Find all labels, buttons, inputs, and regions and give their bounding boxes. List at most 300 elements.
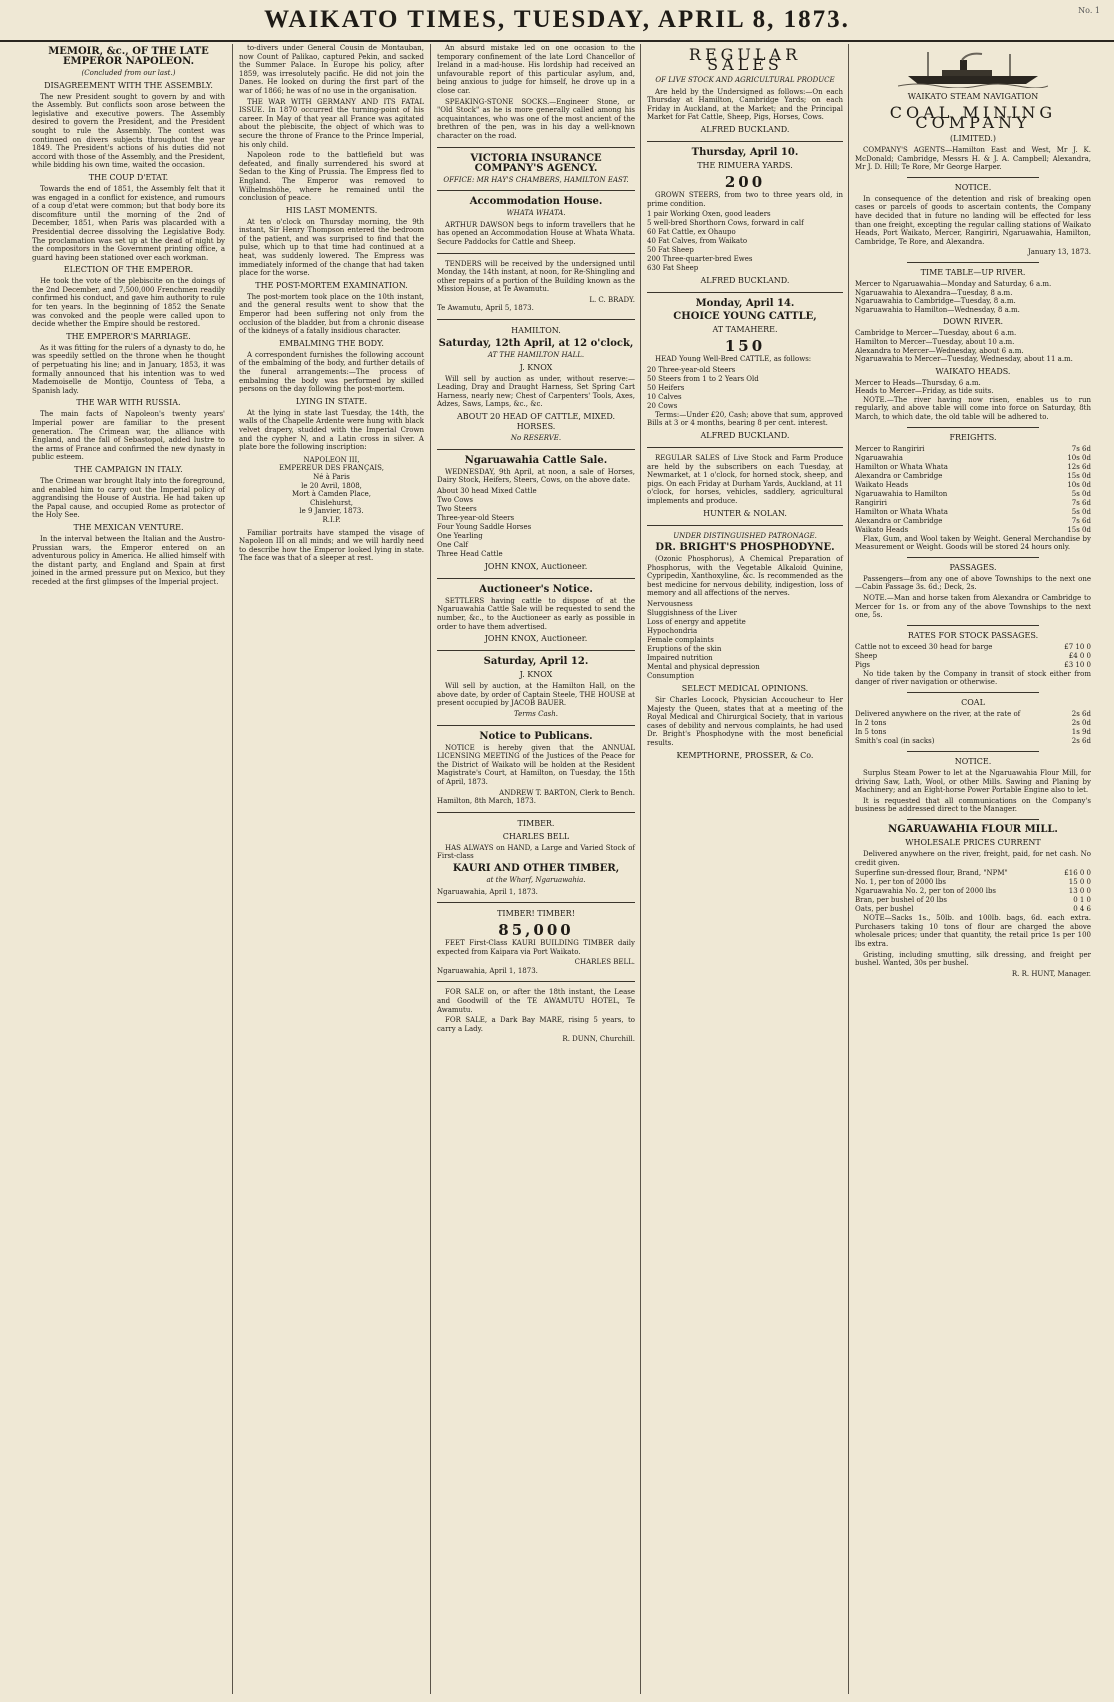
freight-row (855, 463, 1091, 472)
timetable-row: Heads to Mercer—Friday, as tide suits. (855, 387, 994, 396)
buckland-terms: Terms:—Under £20, Cash; above that sum, approved Bills at 3 or 4 months, bearing 8 per cent. interest. (647, 410, 844, 428)
stock-item-text: 50 Heifers (647, 383, 685, 392)
phosphodyne-title: DR. BRIGHT'S PHOSPHODYNE. (655, 542, 835, 554)
stock-item (647, 402, 843, 411)
freights-table (855, 445, 1091, 535)
stock-rate-row (855, 643, 1091, 652)
regular-sales-sub: OF LIVE STOCK AND AGRICULTURAL PRODUCE (655, 76, 835, 84)
coal-row (855, 710, 1091, 719)
timetable-note: NOTE.—The river having now risen, enables us to run regularly, and above table will come into force on Saturday, 8th March, to which date, the old table will be adhered to. (855, 395, 1091, 422)
flour-mill-sub: WHOLESALE PRICES CURRENT (905, 837, 1041, 847)
lying-in-state-body: At the lying in state last Tuesday, the 14th, the walls of the Chapelle Ardente were hung with black velvet drapery, studded with the Imperial Crown and the cypher N, and a Latin cross in silver. A plate bore the following inscription: (239, 408, 424, 452)
last-moments-heading: HIS LAST MOMENTS. (285, 205, 378, 215)
timber2-sign: CHARLES BELL. (574, 958, 635, 967)
buckland-date-1: Thursday, April 10. (691, 146, 799, 158)
freight-row-label: Rangiriri (855, 498, 888, 507)
column-4 (640, 44, 849, 1694)
ailment-item (647, 663, 843, 672)
coal-row-value: 2s 6d (1071, 737, 1091, 745)
freights-note: Flax, Gum, and Wool taken by Weight. General Merchandise by Measurement or Weight. Goods will be stored 24 hours only. (855, 534, 1091, 552)
regular-sales-body: Are held by the Undersigned as follows:—On each Thursday at Hamilton, Cambridge Yards; on each Friday in Auckland, at the Market; and the Principal Market for Fat Cattle, Sheep, Pigs, Horses, Cows. (647, 87, 843, 122)
stock-item-text: 1 pair Working Oxen, good leaders (647, 210, 771, 219)
stock-item-text: 630 Fat Sheep (647, 264, 699, 273)
coal-row-label: Smith's coal (in sacks) (855, 737, 935, 745)
post-mortem-heading: THE POST-MORTEM EXAMINATION. (255, 280, 408, 290)
divider (437, 147, 635, 148)
stock-anecdote: SPEAKING-STONE SOCKS.—Engineer Stone, or "Old Stock" as he is more generally called among his acquaintances, who was one of the most ancient of the brethren of the pen, was in his day a well-known character on the road. (437, 97, 635, 140)
freight-row-label: Hamilton or Whata Whata (855, 462, 948, 471)
stock-rate-row-label: Cattle not to exceed 30 head for barge (855, 642, 993, 651)
coal-row-label: In 5 tons (855, 728, 887, 736)
freight-row-label: Ngaruawahia (855, 453, 903, 462)
inscription-line: R.I.P. (322, 515, 341, 524)
freight-row (855, 499, 1091, 508)
hamilton-date: Saturday, 12th April, at 12 o'clock, (438, 338, 634, 350)
stock-item-text: 60 Fat Cattle, ex Ohaupo (647, 228, 736, 237)
ailment-item (647, 618, 843, 627)
sale-item (437, 532, 635, 541)
accommodation-place: WHATA WHATA. (506, 209, 566, 218)
divider (907, 262, 1039, 263)
flour-price-row-label: Ngaruawahia No. 2, per ton of 2000 lbs (855, 887, 997, 896)
ailment-item-text: Loss of energy and appetite (647, 618, 746, 627)
stock-item (647, 366, 843, 375)
ngaruawahia-auctioneer: JOHN KNOX, Auctioneer. (484, 561, 588, 571)
saturday-terms: Terms Cash. (514, 709, 558, 718)
section-heading: DISAGREEMENT WITH THE ASSEMBLY. (44, 80, 213, 90)
phosphodyne-ailments (647, 600, 843, 681)
timber-body: HAS ALWAYS on HAND, a Large and Varied Stock of First-class (437, 843, 635, 861)
ailment-item (647, 645, 843, 654)
choice-cattle-title: CHOICE YOUNG CATTLE, (673, 311, 817, 323)
sale-item-text: Two Steers (437, 504, 477, 513)
agents-body: COMPANY'S AGENTS—Hamilton East and West, Mr J. K. McDonald; Cambridge, Messrs H. & J. A. Campbell; Alexandra, Mr J. D. Hill; Te Rore, Mr George Harper. (855, 146, 1091, 172)
flour-price-row-value: 0 1 0 (1073, 896, 1091, 905)
stock-item (647, 264, 843, 273)
timetable-row: Hamilton to Mercer—Tuesday, about 10 a.m. (855, 337, 1015, 346)
flour-price-row-value: 13 0 0 (1068, 887, 1091, 896)
column-3 (430, 44, 641, 1694)
section-heading: THE CAMPAIGN IN ITALY. (74, 464, 183, 474)
passages-note: NOTE.—Man and horse taken from Alexandra or Cambridge to Mercer for 1s. or from any of the above Townships to the next one, 5s. (855, 594, 1091, 620)
stock-item (647, 255, 843, 264)
buckland-body-1: GROWN STEERS, from two to three years old, in prime condition. (647, 190, 843, 208)
auctioneer-notice-sign: JOHN KNOX, Auctioneer. (484, 634, 588, 644)
steamship-illustration (898, 48, 1048, 88)
sale-item-text: Four Young Saddle Horses (437, 522, 532, 531)
column-1 (26, 44, 231, 1694)
publicans-title: Notice to Publicans. (479, 730, 593, 742)
flour-price-row-value: £16 0 0 (1064, 869, 1091, 878)
masthead (0, 0, 1114, 42)
section-body: The new President sought to govern by and with the Assembly. But conflicts soon arose between the legislative and executive powers. The Assembly desired to govern the President, and the President sought to rule the Assembly. The contest was continued on divers subjects throughout the year 1849. The President's actions of his duties did not accord with those of the Assembly, and the President, while bidding his own time, waited the occasion. (32, 92, 225, 170)
inscription-line: Mort à Camden Place, (291, 490, 372, 499)
freight-row-value: 7s 6d (1071, 498, 1091, 507)
flour-prices-table (855, 869, 1091, 914)
notice2-letters: It is requested that all communications on the Company's business be addressed direct to the Manager. (855, 796, 1091, 814)
stock-item (647, 228, 843, 237)
hamilton-body: Will sell by auction as under, without reserve:—Leading, Dray and Draught Harness, Set Spring Cart Harness, nearly new; Chest of Carpenters' Tools, Axes, Adzes, Saws, Lamps, &c., &c. (437, 374, 635, 409)
divider (437, 812, 635, 813)
notice2-body: Surplus Steam Power to let at the Ngaruawahia Flour Mill, for driving Saw, Lath, Wool, or other Mills. Sawing and Planing by Machinery; and an Eight-horse Power Portable Engine also to let. (855, 769, 1091, 795)
coal-row-label: Delivered anywhere on the river, at the rate of (855, 710, 1021, 718)
timber2-date: Ngaruawahia, April 1, 1873. (437, 966, 538, 975)
coal-row (855, 737, 1091, 746)
timetable-row: Mercer to Ngaruawahia—Monday and Saturday, 6 a.m. (855, 279, 1052, 288)
patronage-line: UNDER DISTINGUISHED PATRONAGE. (673, 531, 817, 540)
notice-body: In consequence of the detention and risk of breaking open cases or parcels of goods to ascertain contents, the Company have decided that in future no landing will be effected for less than one freight, excepting the regular calling stations of Waikato Heads, Port Waikato, Mercer, Rangiriri, Ngaruawahia, Hamilton, Cambridge, Te Rore, and Alexandra. (855, 194, 1091, 246)
sale-item (437, 523, 635, 532)
stock-rate-row-label: Sheep (855, 651, 878, 660)
asylum-anecdote: An absurd mistake led on one occasion to the temporary confinement of the late Lord Chancellor of Ireland in a mad-house. His lordship had received an unfavourable report of this particular asylum, and, being anxious to judge for himself, he drove up in a close car. (437, 44, 635, 95)
tenders-date: Te Awamutu, April 5, 1873. (437, 304, 534, 313)
stock-rates-title: RATES FOR STOCK PASSAGES. (907, 630, 1039, 640)
tenders-body: TENDERS will be received by the undersigned until Monday, the 14th instant, at noon, for Re-Shingling and other repairs of a portion of the Building known as the Mission House, at Te Awamutu. (437, 259, 635, 294)
ailment-item-text: Mental and physical depression (647, 663, 760, 672)
timetable-row: Ngaruawahia to Alexandra—Tuesday, 8 a.m. (855, 288, 1013, 297)
publicans-sign: ANDREW T. BARTON, Clerk to Bench. (499, 788, 635, 797)
publicans-place: Hamilton, 8th March, 1873. (437, 797, 536, 806)
freight-row-value: 10s 0d (1067, 480, 1091, 489)
sale-item-text: About 30 head Mixed Cattle (437, 486, 537, 495)
sale-item-text: Three-year-old Steers (437, 513, 515, 522)
ailment-item (647, 654, 843, 663)
ailment-item-text: Sluggishness of the Liver (647, 609, 737, 618)
inscription-line: Né à Paris (313, 472, 350, 481)
timber-merchant: CHARLES BELL (502, 831, 570, 841)
coal-row-value: 1s 9d (1071, 728, 1091, 736)
flour-mill-body: Delivered anywhere on the river, freight, paid, for net cash. No credit given. (855, 849, 1091, 867)
up-river-list (855, 280, 1091, 314)
timetable-title: TIME TABLE—UP RIVER. (920, 267, 1026, 277)
freight-row-label: Ngaruawahia to Hamilton (855, 489, 948, 498)
insurance-title: VICTORIA INSURANCE COMPANY'S AGENCY. (470, 152, 602, 174)
section-body: The Crimean war brought Italy into the foreground, and enabled him to carry out the Imperial policy of aggrandising the House of Austria. He had taken up the Papal cause, and occupied Rome as protector of the Holy See. (32, 476, 225, 520)
stock-item-text: 50 Steers from 1 to 2 Years Old (647, 374, 759, 383)
freight-row (855, 490, 1091, 499)
ailment-item (647, 609, 843, 618)
stock-item (647, 246, 843, 255)
section-heading: THE EMPEROR'S MARRIAGE. (66, 331, 191, 341)
accommodation-body: ARTHUR DAWSON begs to inform travellers that he has opened an Accommodation House at Whata Whata. Secure Paddocks for Cattle and Sheep. (437, 220, 635, 246)
cattle-note: No RESERVE. (510, 434, 562, 443)
freight-row (855, 526, 1091, 535)
freight-row (855, 472, 1091, 481)
freight-row-label: Alexandra or Cambridge (855, 516, 943, 525)
flour-price-row (855, 905, 1091, 914)
flour-price-row-value: 0 4 6 (1073, 905, 1091, 914)
passages-body: Passengers—from any one of above Townships to the next one—Cabin Passage 3s. 6d.; Deck, 2s. (855, 574, 1091, 592)
sale-item-text: One Calf (437, 540, 468, 549)
divider (647, 292, 843, 293)
divider (907, 625, 1039, 626)
inscription-line: EMPEREUR DES FRANÇAIS, (279, 464, 384, 473)
freight-row-value: 7s 6d (1071, 516, 1091, 525)
divider (437, 650, 635, 651)
inscription-line: le 20 Avril, 1808, (301, 481, 362, 490)
stock-item-text: 5 well-bred Shorthorn Cows, forward in calf (647, 219, 804, 228)
divider (907, 557, 1039, 558)
section-body: In the interval between the Italian and the Austro-Prussian wars, the Emperor entered on an adventurous policy in America. He allied himself with the distant party, and England and Spain at first joined in the armed pressure put on Mexico, but they receded at the first glimpses of the Imperial project. (32, 534, 225, 586)
lease-sale: FOR SALE on, or after the 18th instant, the Lease and Goodwill of the TE AWAMUTU HOTEL, Te Awamutu. (437, 988, 635, 1014)
section-body: He took the vote of the plebiscite on the doings of the 2nd December, and 7,500,000 Frenchmen readily confirmed his conduct, and gave him authority to rule for ten years. In the beginning of 1852 the Senate was convoked and the people were called upon to decide whether the Empire should be restored. (32, 277, 225, 329)
stock-rate-row (855, 652, 1091, 661)
auctioneer-notice-body: SETTLERS having cattle to dispose of at the Ngaruawahia Cattle Sale will be requested to send the number, &c., to the Auctioneer as early as possible in order to have them advertised. (437, 596, 635, 631)
freight-row-value: 15s 0d (1067, 525, 1091, 534)
freight-row (855, 445, 1091, 454)
manager-sign: R. R. HUNT, Manager. (1011, 969, 1091, 978)
column-2 (232, 44, 430, 1694)
timber2-figure: 85,000 (498, 921, 574, 940)
buckland-place-1: THE RIMUERA YARDS. (697, 160, 793, 170)
phosphodyne-sign: KEMPTHORNE, PROSSER, & Co. (676, 750, 814, 760)
newspaper-title: WAIKATO TIMES, TUESDAY, APRIL 8, 1873. (264, 6, 850, 33)
down-river-title: DOWN RIVER. (942, 317, 1004, 327)
buckland-name-1: ALFRED BUCKLAND. (700, 124, 790, 134)
flour-price-row (855, 878, 1091, 887)
ailment-item-text: Eruptions of the skin (647, 645, 722, 654)
inscription-line: NAPOLEON III, (303, 455, 360, 464)
memoir-heading: MEMOIR, &c., OF THE LATE EMPEROR NAPOLEON. (48, 46, 209, 67)
saturday-auctioneer: J. KNOX (519, 670, 553, 680)
sale-item (437, 541, 635, 550)
stock-rate-row-value: £7 10 0 (1064, 642, 1091, 651)
ailment-item-text: Female complaints (647, 636, 714, 645)
insurance-body: OFFICE: MR HAY'S CHAMBERS, HAMILTON EAST. (443, 175, 629, 184)
buckland-name-3: ALFRED BUCKLAND. (700, 430, 790, 440)
saturday-title: Saturday, April 12. (483, 656, 589, 668)
heads-title: WAIKATO HEADS. (935, 366, 1011, 376)
ailment-item-text: Nervousness (647, 600, 693, 609)
down-river-list (855, 329, 1091, 363)
stock-item-text: 200 Three-quarter-bred Ewes (647, 255, 753, 264)
ailment-item-text: Consumption (647, 672, 695, 681)
flour-price-row-label: Superfine sun-dressed flour, Brand, "NPM" (855, 869, 1008, 878)
notice2-title: NOTICE. (954, 757, 992, 766)
buckland-place-2: AT TAMAHERE. (712, 325, 778, 335)
flour-price-row (855, 896, 1091, 905)
section-heading: THE MEXICAN VENTURE. (73, 522, 184, 532)
freight-row-label: Alexandra or Cambridge (855, 471, 943, 480)
stock-rate-row (855, 661, 1091, 670)
article-paragraph: to-divers under General Cousin de Montauban, now Count of Palikao, captured Pekin, and sacked the Summer Palace. In Europe his policy, after 1859, was irresolutely pacific. He did not join the Danes. He looked on during the first part of the war of 1866; he was of no use in the organisation. (239, 44, 424, 95)
accommodation-title: Accommodation House. (469, 196, 603, 208)
article-paragraph: THE WAR WITH GERMANY AND ITS FATAL ISSUE. In 1870 occurred the turning-point of his career. In May of that year all France was agitated about the plebiscite, the object of which was to secure the throne of France to the Prince Imperial, his only child. (239, 97, 424, 149)
last-moments-body: At ten o'clock on Thursday morning, the 9th instant, Sir Henry Thompson entered the bedroom of the patient, and was surprised to find that the pulse, which up to that time had continued at a heat, was suddenly lowered. The Empress was immediately informed of the change that had taken place for the worse. (239, 217, 424, 278)
buckland-figure-1: 200 (724, 172, 766, 191)
flour-price-row-label: Oats, per bushel (855, 905, 914, 914)
buckland-figure-2: 150 (724, 337, 766, 356)
timetable-row: Alexandra to Mercer—Wednesday, about 6 a.m. (855, 346, 1024, 355)
col2-paragraphs (239, 44, 424, 203)
gristing-note: Gristing, including smutting, silk dressing, and freight per bushel. Wanted, 30s per bushel. (855, 950, 1091, 968)
sale-item-text: Three Head Cattle (437, 549, 503, 558)
memoir-subheading: (Concluded from our last.) (81, 69, 176, 77)
phosphodyne-body: (Ozonic Phosphorus), A Chemical Preparation of Phosphorus, with the Vegetable Alkaloid Quinine, Cypripedin, Xanthoxyline, &c. Is recommended as the best medicine for nervous debility, indigestion, loss of memory and all affections of the nerves. (647, 555, 843, 598)
memoir-sections (32, 81, 225, 587)
column-5 (848, 44, 1097, 1694)
coal-table (855, 710, 1091, 746)
mare-sale: FOR SALE, a Dark Bay MARE, rising 5 years, to carry a Lady. (437, 1016, 635, 1033)
divider (437, 725, 635, 726)
stock-rates-note: No tide taken by the Company in transit of stock either from danger of river navigation or otherwise. (855, 669, 1091, 687)
timetable-row: Ngaruawahia to Mercer—Tuesday, Wednesday, about 11 a.m. (855, 355, 1073, 364)
divider (907, 819, 1039, 820)
flour-mill-title: NGARUAWAHIA FLOUR MILL. (888, 823, 1058, 835)
divider (907, 177, 1039, 178)
timetable-row: Ngaruawahia to Hamilton—Wednesday, 8 a.m. (855, 305, 1020, 314)
sale-item (437, 496, 635, 505)
embalming-body: A correspondent furnishes the following account of the embalming of the body, and further details of the funeral arrangements:—The process of embalming the body was performed by skilled persons on the day following the post-mortem. (239, 350, 424, 394)
sale-item (437, 514, 635, 523)
article-paragraph: Napoleon rode to the battlefield but was defeated, and finally surrendered his sword at Sedan to the King of Prussia. The Empress fled to England. The Emperor was removed to Wilhelmshöhe, where he remained until the conclusion of peace. (239, 151, 424, 203)
freight-row-label: Waikato Heads (855, 525, 909, 534)
flour-price-row-label: No. 1, per ton of 2000 lbs (855, 878, 946, 887)
regular-sales-title: REGULAR SALES (688, 45, 802, 74)
flour-mill-note: NOTE—Sacks 1s., 50lb. and 100lb. bags, 6d. each extra. Purchasers taking 10 tons of flour are charged the above wholesale prices; under that quantity, the retail price 1s per 100 lbs extra. (855, 914, 1091, 948)
divider (437, 449, 635, 450)
inscription-line: Chislehurst, (309, 498, 354, 507)
divider (437, 190, 635, 191)
lying-in-state-heading: LYING IN STATE. (295, 396, 368, 406)
freight-row (855, 517, 1091, 526)
embalming-heading: EMBALMING THE BODY. (279, 338, 384, 348)
sale-sign: R. DUNN, Churchill. (562, 1035, 635, 1044)
timber-title: TIMBER. (517, 818, 555, 828)
section-body: Towards the end of 1851, the Assembly felt that it was engaged in a conflict for existence, and rumours of a coup d'etat were common; but that body bore its discomfiture until the morning of the 2nd of December, 1851, when Paris was placarded with a Presidential decree dissolving the Legislative Body. The proclamation was set up at the dead of night by the compositors in the Government printing office, a guard having been stationed over each workman. (32, 184, 225, 262)
passages-title: PASSAGES. (949, 562, 997, 572)
sale-item (437, 487, 635, 496)
stock-item (647, 375, 843, 384)
divider (437, 319, 635, 320)
coal-company-title: COAL MINING COMPANY (889, 103, 1057, 132)
section-body: The main facts of Napoleon's twenty years' Imperial power are familiar to the present generation. The Crimean war, the alliance with England, and the fall of Sebastopol, added lustre to the arms of France and confirmed the new dynasty in public esteem. (32, 410, 225, 462)
divider (437, 253, 635, 254)
inscription-line: le 9 Janvier, 1873. (299, 507, 364, 516)
buckland-name-2: ALFRED BUCKLAND. (700, 276, 790, 286)
stock-rate-row-value: £4 0 0 (1068, 651, 1091, 660)
post-mortem-body: The post-mortem took place on the 10th instant, and the general results went to show that the Emperor had been suffering not only from the occlusion of the bladder, but from a chronic disease of the kidneys of a fatally insidious character. (239, 292, 424, 336)
tenders-sign: L. C. BRADY. (589, 295, 635, 304)
stock-item (647, 384, 843, 393)
flour-price-row (855, 869, 1091, 878)
coal-row (855, 728, 1091, 737)
ngaruawahia-sale-body: WEDNESDAY, 9th April, at noon, a sale of Horses, Dairy Stock, Heifers, Steers, Cows, on the above date. (437, 467, 635, 485)
stock-item (647, 210, 843, 219)
buckland-body-2: HEAD Young Well-Bred CATTLE, as follows: (655, 355, 812, 364)
buckland-items-2 (647, 366, 843, 411)
timetable-row: Ngaruawahia to Cambridge—Tuesday, 8 a.m. (855, 297, 1016, 306)
buckland-items-1 (647, 210, 843, 273)
flour-price-row-value: 15 0 0 (1068, 878, 1091, 887)
freight-row-label: Hamilton or Whata Whata (855, 507, 948, 516)
notice-title: NOTICE. (954, 182, 992, 192)
sale-item-text: Two Cows (437, 495, 474, 504)
divider (907, 692, 1039, 693)
coal-row-label: In 2 tons (855, 719, 887, 727)
coal-title: COAL (961, 698, 985, 707)
sale-item-text: One Yearling (437, 531, 483, 540)
divider (647, 447, 843, 448)
notice-date: January 13, 1873. (1027, 248, 1091, 257)
flour-price-row (855, 887, 1091, 896)
saturday-body: Will sell by auction, at the Hamilton Hall, on the above date, by order of Captain Steele, THE HOUSE at present occupied by JACOB BAUER. (437, 682, 635, 708)
opinions-title: SELECT MEDICAL OPINIONS. (681, 684, 809, 694)
ailment-item (647, 636, 843, 645)
inscription (239, 456, 424, 525)
ngaruawahia-sale-items (437, 487, 635, 559)
freight-row-value: 7s 6d (1071, 444, 1091, 453)
hamilton-auctioneer: J. KNOX (519, 362, 553, 372)
section-heading: ELECTION OF THE EMPEROR. (63, 265, 194, 275)
buckland-date-2: Monday, April 14. (695, 298, 795, 310)
hamilton-place: AT THE HAMILTON HALL. (487, 351, 585, 360)
ailment-item-text: Impaired nutrition (647, 654, 713, 663)
freight-row-value: 12s 6d (1067, 462, 1091, 471)
stock-rate-row-value: £3 10 0 (1064, 660, 1091, 669)
coal-row (855, 719, 1091, 728)
navigation-title: WAIKATO STEAM NAVIGATION (907, 92, 1039, 101)
freight-row-label: Mercer to Rangiriri (855, 444, 925, 453)
divider (437, 981, 635, 982)
timber-place: at the Wharf, Ngaruawahia. (486, 875, 586, 884)
hunter-nolan-body: REGULAR SALES of Live Stock and Farm Produce are held by the subscribers on each Tuesday, at Newmarket, at 1 o'clock, for horned stock, sheep, and pigs. On each Friday at Durham Yards, Auckland, at 11 o'clock, for horses, vehicles, saddlery, agricultural implements and produce. (647, 453, 843, 505)
kauri-headline: KAURI AND OTHER TIMBER, (452, 862, 620, 874)
stock-item-text: 20 Cows (647, 401, 678, 410)
timber-date: Ngaruawahia, April 1, 1873. (437, 887, 538, 896)
divider (647, 525, 843, 526)
stock-item-text: 50 Fat Sheep (647, 246, 694, 255)
section-body: As it was fitting for the rulers of a dynasty to do, he was speedily settled on the throne when he thought of perpetuating his line; and in January, 1853, it was formally announced that his intention was to wed Mademoiselle de Montijo, Countess of Teba, a Spanish lady. (32, 343, 225, 395)
opinions-body: Sir Charles Locock, Physician Accoucheur to Her Majesty the Queen, states that at a meeting of the Royal Medical and Chirurgical Society, that in various cases of debility and nervous complaints, he had used Dr. Bright's Phosphodyne with the most beneficial results. (647, 696, 843, 748)
ailment-item (647, 627, 843, 636)
corner-mark: No. 1 (1078, 6, 1100, 15)
freight-row-value: 10s 0d (1067, 453, 1091, 462)
divider (647, 141, 843, 142)
auctioneer-notice-title: Auctioneer's Notice. (479, 583, 593, 595)
freights-title: FREIGHTS. (949, 432, 997, 442)
sale-item (437, 505, 635, 514)
divider (907, 751, 1039, 752)
stock-item (647, 393, 843, 402)
hamilton-title: HAMILTON. (511, 326, 561, 336)
heads-list (855, 379, 1091, 396)
stock-rates-table (855, 643, 1091, 670)
stock-item-text: 20 Three-year-old Steers (647, 365, 736, 374)
cattle-title: ABOUT 20 HEAD OF CATTLE, MIXED. HORSES. (457, 412, 615, 432)
timber2-title: TIMBER! TIMBER! (497, 909, 575, 919)
freight-row (855, 508, 1091, 517)
ngaruawahia-sale-title: Ngaruawahia Cattle Sale. (464, 454, 608, 466)
hunter-nolan-sign: HUNTER & NOLAN. (703, 508, 787, 518)
freight-row (855, 481, 1091, 490)
flour-price-row-label: Bran, per bushel of 20 lbs (855, 896, 947, 905)
freight-row-value: 15s 0d (1067, 471, 1091, 480)
timber2-body: FEET First-Class KAURI BUILDING TIMBER daily expected from Kaipara via Port Waikato. (437, 939, 635, 956)
stock-rate-row-label: Pigs (855, 660, 871, 669)
ailment-item (647, 672, 843, 681)
ailment-item (647, 600, 843, 609)
stock-item (647, 237, 843, 246)
freight-row (855, 454, 1091, 463)
ailment-item-text: Hypochondria (647, 627, 698, 636)
divider (437, 902, 635, 903)
section-heading: THE WAR WITH RUSSIA. (76, 398, 181, 408)
stock-item (647, 219, 843, 228)
stock-item-text: 10 Calves (647, 392, 682, 401)
section-heading: THE COUP D'ETAT. (88, 172, 169, 182)
timetable-row: Cambridge to Mercer—Tuesday, about 6 a.m. (855, 329, 1017, 338)
